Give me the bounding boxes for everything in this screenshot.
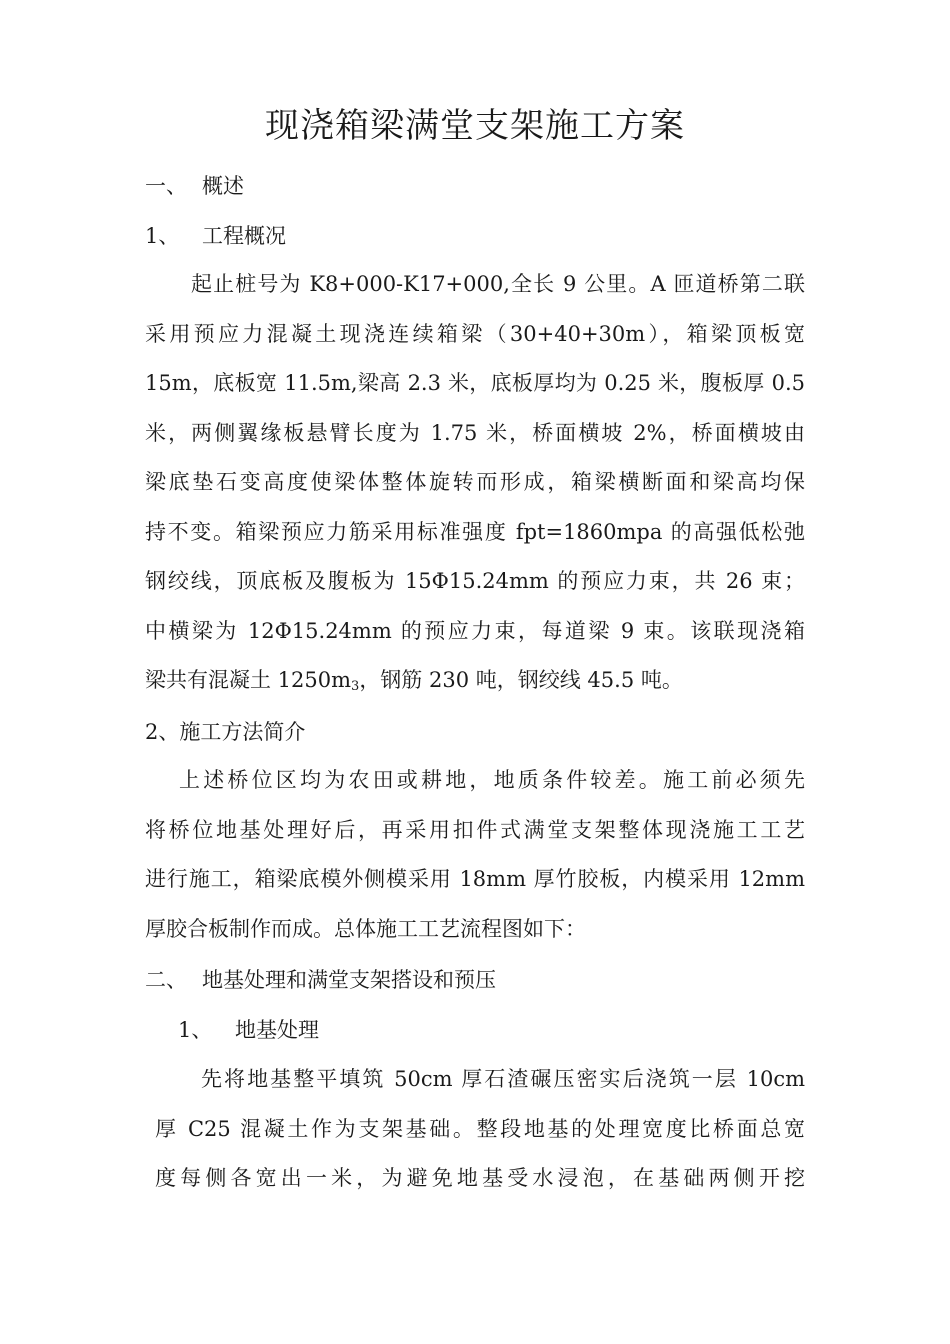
paragraph-line: 15m，底板宽 11.5m,梁高 2.3 米，底板厚均为 0.25 米，腹板厚 0.5: [145, 371, 805, 395]
paragraph-line: 钢绞线，顶底板及腹板为 15Φ15.24mm 的预应力束，共 26 束；: [145, 569, 805, 593]
section-heading-foundation: [145, 965, 496, 995]
paragraph-line: 采用预应力混凝土现浇连续箱梁（30+40+30m），箱梁顶板宽: [145, 321, 805, 346]
paragraph-line: [145, 656, 805, 709]
section-heading-overview: [145, 171, 244, 201]
paragraph-line: 进行施工，箱梁底模外侧模采用 18mm 厚竹胶板，内模采用 12mm: [145, 867, 805, 891]
subsection-label: 2、施工方法简介: [145, 720, 306, 744]
paragraph-project-overview: [145, 260, 805, 709]
subsection-number: 1、: [178, 1018, 213, 1042]
subsection-heading-construction-method: [145, 717, 305, 747]
subsection-number: 1、: [145, 224, 180, 248]
section-label: 概述: [202, 174, 244, 198]
section-number: 二、: [145, 968, 187, 992]
paragraph-foundation-treatment: [155, 1055, 805, 1204]
paragraph-line: 起止桩号为 K8+000-K17+000,全长 9 公里。A 匝道桥第二联: [191, 272, 805, 296]
paragraph-line: 中横梁为 12Φ15.24mm 的预应力束，每道梁 9 束。该联现浇箱: [145, 618, 805, 643]
subsection-label: 地基处理: [235, 1018, 319, 1042]
paragraph-line: 厚胶合板制作而成。总体施工工艺流程图如下：: [145, 916, 586, 941]
subsection-heading-project-overview: [145, 221, 286, 251]
section-number: 一、: [145, 174, 187, 198]
paragraph-construction-method: [145, 756, 805, 954]
subsection-heading-foundation-treatment: [178, 1015, 319, 1045]
concrete-volume-text: 梁共有混凝土 1250m: [145, 668, 352, 692]
subsection-label: 工程概况: [202, 224, 286, 248]
section-label: 地基处理和满堂支架搭设和预压: [202, 968, 496, 992]
materials-text: ，钢筋 230 吨，钢绞线 45.5 吨。: [359, 668, 683, 692]
paragraph-line: 将桥位地基处理好后，再采用扣件式满堂支架整体现浇施工工艺: [145, 817, 805, 842]
paragraph-line: 上述桥位区均为农田或耕地，地质条件较差。施工前必须先: [179, 768, 805, 792]
document-title: 现浇箱梁满堂支架施工方案: [265, 106, 685, 146]
paragraph-line: 米，两侧翼缘板悬臂长度为 1.75 米，桥面横坡 2%，桥面横坡由: [145, 420, 805, 445]
cubic-superscript: 3: [351, 679, 360, 694]
paragraph-line: 先将地基整平填筑 50cm 厚石渣碾压密实后浇筑一层 10cm: [201, 1067, 805, 1091]
paragraph-line: 度每侧各宽出一米，为避免地基受水浸泡，在基础两侧开挖: [155, 1166, 805, 1190]
paragraph-line: 厚 C25 混凝土作为支架基础。整段地基的处理宽度比桥面总宽: [155, 1116, 805, 1141]
paragraph-line: 梁底垫石变高度使梁体整体旋转而形成，箱梁横断面和梁高均保: [145, 470, 805, 494]
paragraph-line: 持不变。箱梁预应力筋采用标准强度 fpt=1860mpa 的高强低松弛: [145, 519, 805, 544]
